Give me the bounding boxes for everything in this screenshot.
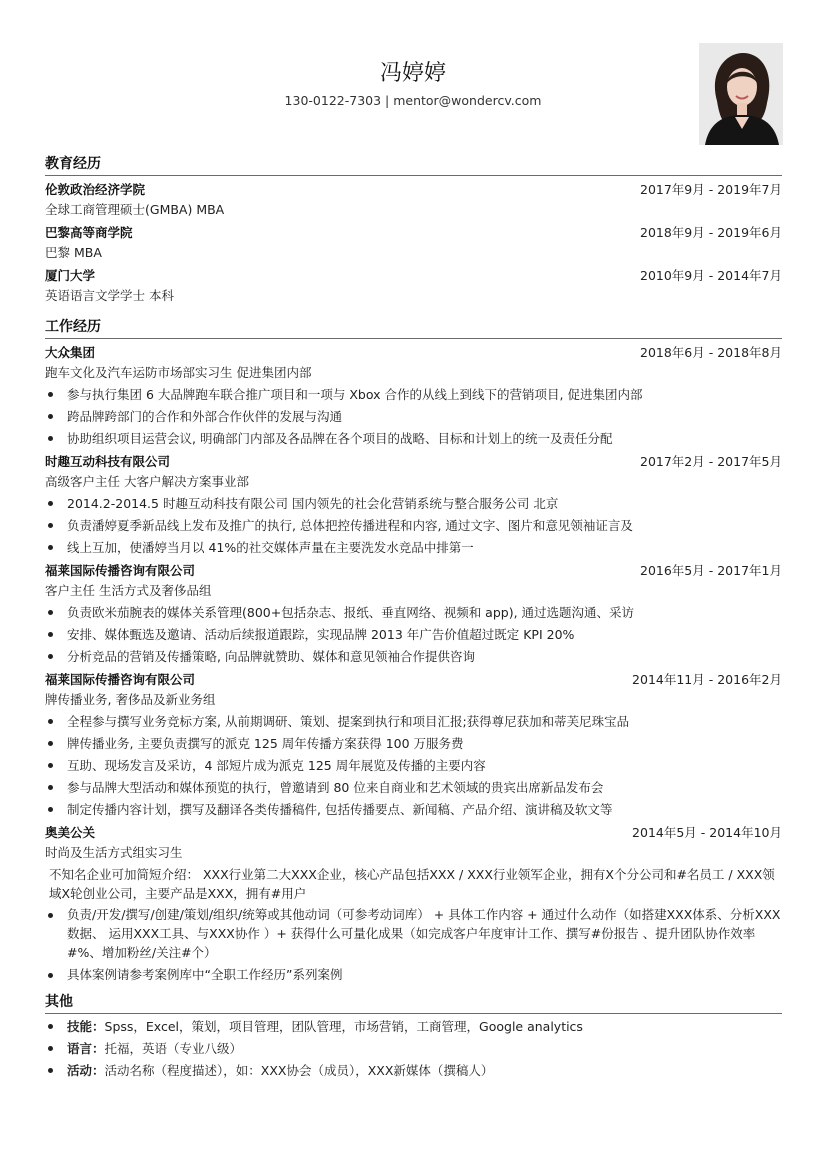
education-date: 2010年9月 - 2014年7月: [640, 267, 782, 283]
work-date: 2018年6月 - 2018年8月: [640, 344, 782, 360]
bullet-item: 参与执行集团 6 大品牌跑车联合推广项目和一项与 Xbox 合作的从线上到线下的营销项目, 促进集团内部: [45, 384, 782, 406]
school-name: 厦门大学: [45, 267, 96, 283]
bullet-item: 具体案例请参考案例库中“全职工作经历”系列案例: [45, 965, 782, 984]
school-name: 伦敦政治经济学院: [45, 181, 146, 197]
bullet-item: 牌传播业务, 主要负责撰写的派克 125 周年传播方案获得 100 万服务费: [45, 733, 782, 755]
education-entry: [45, 221, 782, 264]
languages-label: 语言：: [67, 1041, 105, 1056]
job-role: 高级客户主任 大客户解决方案事业部: [45, 474, 249, 489]
company-name: 大众集团: [45, 344, 96, 360]
bullet-item: 互助、现场发言及采访，4 部短片成为派克 125 周年展览及传播的主要内容: [45, 755, 782, 777]
activities-item: [45, 1060, 782, 1082]
languages-item: [45, 1038, 782, 1060]
bullet-item: 2014.2-2014.5 时趣互动科技有限公司 国内领先的社会化营销系统与整合服务公司 北京: [45, 493, 782, 515]
bullet-list: [45, 905, 782, 984]
candidate-name: 冯婷婷: [379, 61, 446, 86]
education-date: 2018年9月 - 2019年6月: [640, 224, 782, 240]
work-section-title: 工作经历: [45, 317, 782, 339]
job-role: 跑车文化及汽车运防市场部实习生 促进集团内部: [45, 365, 312, 380]
company-name: 时趣互动科技有限公司: [45, 453, 171, 469]
company-name: 奥美公关: [45, 824, 96, 840]
education-entry: [45, 264, 782, 307]
bullet-item: 线上互加，使潘婷当月以 41%的社交媒体声量在主要洗发水竞品中排第一: [45, 537, 782, 559]
work-date: 2016年5月 - 2017年1月: [640, 562, 782, 578]
other-list: [45, 1016, 782, 1082]
work-date: 2014年11月 - 2016年2月: [632, 671, 782, 687]
degree: 巴黎 MBA: [45, 245, 102, 260]
work-entry: [45, 341, 782, 450]
resume-body: [45, 148, 782, 1082]
profile-photo-icon: [699, 43, 783, 145]
other-section-title: 其他: [45, 992, 782, 1014]
job-role: 时尚及生活方式组实习生: [45, 845, 183, 860]
degree: 全球工商管理硕士(GMBA) MBA: [45, 202, 225, 217]
activities-label: 活动：: [67, 1063, 105, 1078]
school-name: 巴黎高等商学院: [45, 224, 133, 240]
bullet-item: 负责潘婷夏季新品线上发布及推广的执行, 总体把控传播进程和内容, 通过文字、图片和意见领袖证言及: [45, 515, 782, 537]
work-entry: [45, 668, 782, 821]
degree: 英语语言文学学士 本科: [45, 288, 174, 303]
skills-item: [45, 1016, 782, 1038]
work-entry: [45, 821, 782, 984]
languages-text: 托福，英语（专业八级）: [104, 1041, 243, 1056]
skills-label: 技能：: [67, 1019, 105, 1034]
bullet-item: 跨品牌跨部门的合作和外部合作伙伴的发展与沟通: [45, 406, 782, 428]
job-role: 牌传播业务, 奢侈品及新业务组: [45, 692, 216, 707]
education-entry: [45, 178, 782, 221]
bullet-item: 负责欧米茄腕表的媒体关系管理(800+包括杂志、报纸、垂直网络、视频和 app), 通过选题沟通、采访: [45, 602, 782, 624]
work-entry: [45, 450, 782, 559]
bullet-list: [45, 711, 782, 821]
bullet-item: 制定传播内容计划，撰写及翻译各类传播稿件, 包括传播要点、新闻稿、产品介绍、演讲稿及软文等: [45, 799, 782, 821]
company-name: 福莱国际传播咨询有限公司: [45, 562, 196, 578]
job-role: 客户主任 生活方式及奢侈品组: [45, 583, 212, 598]
bullet-item: 安排、媒体甄选及邀请、活动后续报道跟踪，实现品牌 2013 年广告价值超过既定 KPI 20%: [45, 624, 782, 646]
education-section-title: 教育经历: [45, 154, 782, 176]
activities-text: 活动名称（程度描述），如：XXX协会（成员），XXX新媒体（撰稿人）: [104, 1063, 494, 1078]
bullet-item: 全程参与撰写业务竞标方案, 从前期调研、策划、提案到执行和项目汇报;获得尊尼获加和蒂芙尼珠宝品: [45, 711, 782, 733]
bullet-item: 参与品牌大型活动和媒体预览的执行，曾邀请到 80 位来自商业和艺术领域的贵宾出席新品发布会: [45, 777, 782, 799]
bullet-item: 分析竞品的营销及传播策略, 向品牌就赞助、媒体和意见领袖合作提供咨询: [45, 646, 782, 668]
company-name: 福莱国际传播咨询有限公司: [45, 671, 196, 687]
work-entry: [45, 559, 782, 668]
skills-text: Spss，Excel，策划，项目管理，团队管理，市场营销，工商管理，Google analytics: [104, 1019, 583, 1034]
bullet-list: [45, 493, 782, 559]
bullet-list: [45, 384, 782, 450]
bullet-list: [45, 602, 782, 668]
work-date: 2017年2月 - 2017年5月: [640, 453, 782, 469]
contact-info: 130-0122-7303 | mentor@wondercv.com: [284, 93, 542, 108]
bullet-item: 负责/开发/撰写/创建/策划/组织/统筹或其他动词（可参考动词库） + 具体工作内容 + 通过什么动作（如搭建XXX体系、分析XXX数据、 运用XXX工具、与XXX协作 ）+ 获得什么可量化成果（如完成客户年度审计工作、撰写#份报告 、提升团队协作效率#%、增加粉丝/关注#个）: [45, 905, 782, 962]
company-intro: 不知名企业可加简短介绍： XXX行业第二大XXX企业，核心产品包括XXX / XXX行业领军企业，拥有X个分公司和#名员工 / XXX领域X轮创业公司，主要产品是XXX，拥有#用户: [49, 867, 775, 901]
education-date: 2017年9月 - 2019年7月: [640, 181, 782, 197]
profile-photo: [699, 43, 783, 145]
bullet-item: 协助组织项目运营会议, 明确部门内部及各品牌在各个项目的战略、目标和计划上的统一及责任分配: [45, 428, 782, 450]
work-date: 2014年5月 - 2014年10月: [632, 824, 782, 840]
